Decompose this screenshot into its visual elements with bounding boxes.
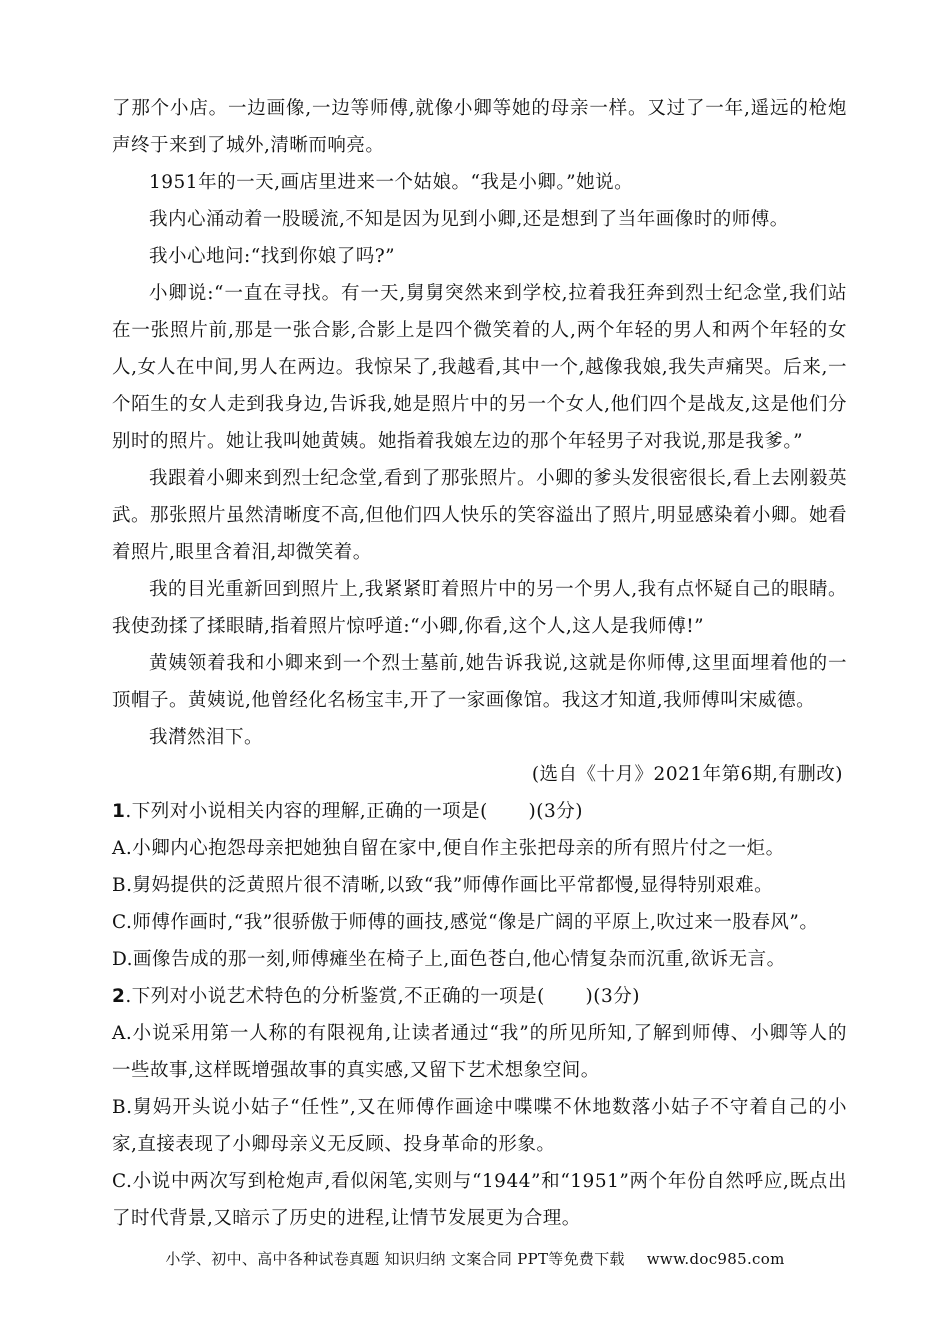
footer-url[interactable]: www.doc985.com [646,1250,785,1268]
question-number: 1 [112,801,126,822]
question-stem-text: .下列对小说艺术特色的分析鉴赏,不正确的一项是( [125,986,545,1007]
option-b: B.舅妈开头说小姑子“任性”,又在师傅作画途中喋喋不休地数落小姑子不守着自己的小家,直接表现了小卿母亲义无反顾、投身革命的形象。 [112,1097,847,1155]
story-paragraph: 了那个小店。一边画像,一边等师傅,就像小卿等她的母亲一样。又过了一年,遥远的枪炮声终于来到了城外,清晰而响亮。 [112,98,847,156]
question-points: )(3分) [585,986,640,1007]
story-body [112,90,847,793]
footer-text: 小学、初中、高中各种试卷真题 知识归纳 文案合同 PPT等免费下载 [165,1250,625,1268]
story-paragraph: 我的目光重新回到照片上,我紧紧盯着照片中的另一个男人,我有点怀疑自己的眼睛。我使劲揉了揉眼睛,指着照片惊呼道:“小卿,你看,这个人,这人是我师傅!” [112,579,847,637]
story-paragraph: 黄姨领着我和小卿来到一个烈士墓前,她告诉我说,这就是你师傅,这里面埋着他的一顶帽子。黄姨说,他曾经化名杨宝丰,开了一家画像馆。我这才知道,我师傅叫宋威德。 [112,653,847,711]
option-a: A.小卿内心抱怨母亲把她独自留在家中,便自作主张把母亲的所有照片付之一炬。 [112,838,785,859]
page-footer [0,1248,950,1269]
story-paragraph: 我跟着小卿来到烈士纪念堂,看到了那张照片。小卿的爹头发很密很长,看上去刚毅英武。那张照片虽然清晰度不高,但他们四人快乐的笑容溢出了照片,明显感染着小卿。她看着照片,眼里含着泪,却微笑着。 [112,468,847,563]
question-stem-text: .下列对小说相关内容的理解,正确的一项是( [125,801,488,822]
story-paragraph: 1951年的一天,画店里进来一个姑娘。“我是小卿。”她说。 [149,172,634,193]
question-stem [112,978,847,1015]
question-points: )(3分) [528,801,583,822]
question-2 [112,978,847,1237]
story-paragraph: 我潸然泪下。 [149,727,264,748]
story-paragraph: 我内心涌动着一股暖流,不知是因为见到小卿,还是想到了当年画像时的师傅。 [149,209,789,230]
option-a: A.小说采用第一人称的有限视角,让读者通过“我”的所见所知,了解到师傅、小卿等人的一些故事,这样既增强故事的真实感,又留下艺术想象空间。 [112,1023,847,1081]
question-1 [112,793,847,978]
question-number: 2 [112,986,126,1007]
story-paragraph: 小卿说:“一直在寻找。有一天,舅舅突然来到学校,拉着我狂奔到烈士纪念堂,我们站在一张照片前,那是一张合影,合影上是四个微笑着的人,两个年轻的男人和两个年轻的女人,女人在中间,男人在两边。我惊呆了,我越看,其中一个,越像我娘,我失声痛哭。后来,一个陌生的女人走到我身边,告诉我,她是照片中的另一个女人,他们四个是战友,这是他们分别时的照片。她让我叫她黄姨。她指着我娘左边的那个年轻男子对我说,那是我爹。” [112,283,847,452]
option-c: C.师傅作画时,“我”很骄傲于师傅的画技,感觉“像是广阔的平原上,吹过来一股春风”。 [112,912,819,933]
page-content [112,90,847,1237]
question-stem [112,793,847,830]
option-d: D.画像告成的那一刻,师傅瘫坐在椅子上,面色苍白,他心情复杂而沉重,欲诉无言。 [112,949,786,970]
option-c: C.小说中两次写到枪炮声,看似闲笔,实则与“1944”和“1951”两个年份自然呼应,既点出了时代背景,又暗示了历史的进程,让情节发展更为合理。 [112,1171,847,1229]
option-b: B.舅妈提供的泛黄照片很不清晰,以致“我”师傅作画比平常都慢,显得特别艰难。 [112,875,774,896]
story-paragraph: 我小心地问:“找到你娘了吗?” [149,246,396,267]
source-citation: (选自《十月》2021年第6期,有删改) [531,764,843,785]
